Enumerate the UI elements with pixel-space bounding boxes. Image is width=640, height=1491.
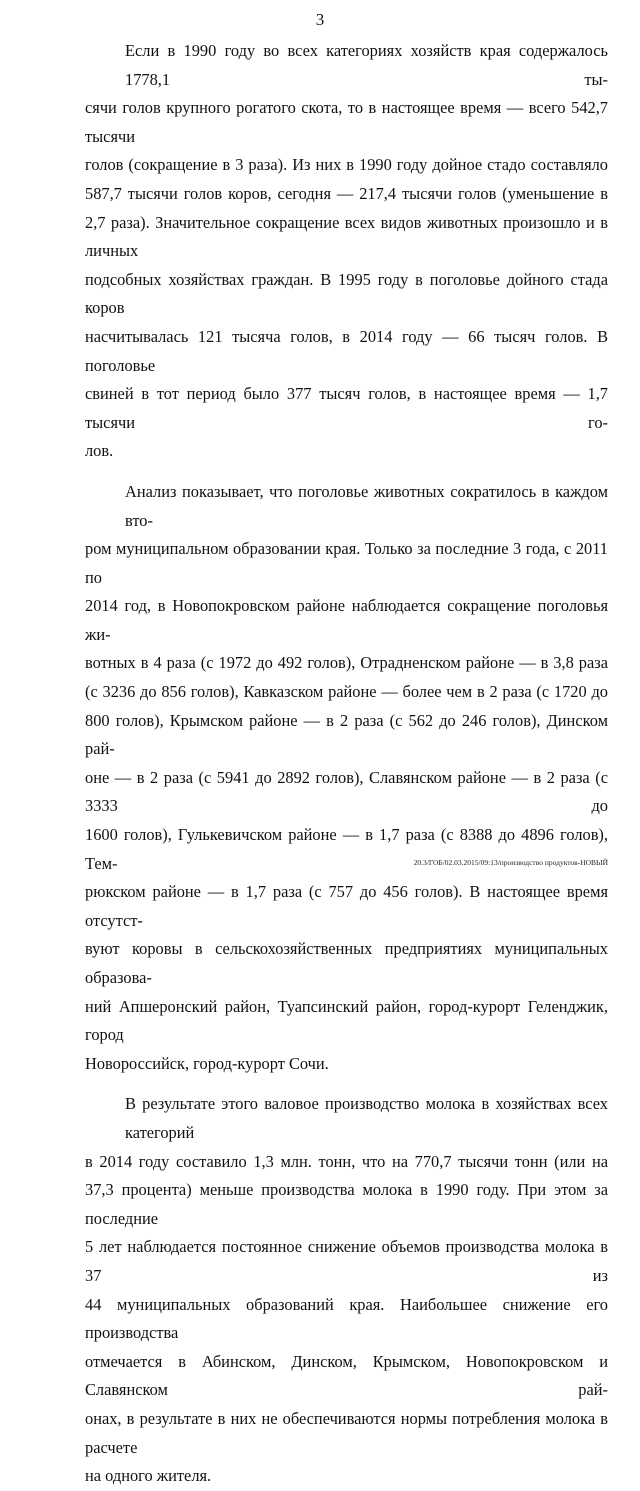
text-line: свиней в тот период было 377 тысяч голов, в настоящее время — 1,7 тысячи го-: [85, 384, 608, 432]
page-number: 3: [315, 10, 325, 29]
text-line: подсобных хозяйствах граждан. В 1995 году в поголовье дойного стада коров: [85, 269, 608, 318]
text-line: оне — в 2 раза (с 5941 до 2892 голов), Славянском районе — в 2 раза (с 3333 до: [85, 767, 608, 816]
text-line: лов.: [85, 441, 114, 461]
paragraph-cattle: [85, 37, 608, 466]
text-line: насчитывалась 121 тысяча голов, в 2014 году — 66 тысяч голов. В поголовье: [85, 326, 608, 375]
text-line: 1600 голов), Гулькевичском районе — в 1,7 раза (с 8388 до 4896 голов), Тем-: [85, 825, 608, 873]
paragraph-gap: [85, 1078, 608, 1090]
text-line: на одного жителя.: [85, 1466, 212, 1486]
text-line: сячи голов крупного рогатого скота, то в настоящее время — всего 542,7 тысячи: [85, 98, 608, 146]
text-line: Новороссийск, город-курорт Сочи.: [85, 1053, 329, 1073]
footer-document-code: 20.3/ГОБ/02.03.2015/09:13/производство продуктов-НОВЫЙ: [413, 858, 608, 867]
text-line: в 2014 году составило 1,3 млн. тонн, что на 770,7 тысячи тонн (или на: [85, 1151, 608, 1171]
text-line: голов (сокращение в 3 раза). Из них в 1990 году дойное стадо составляло: [85, 155, 608, 175]
text-line: ром муниципальном образовании края. Только за последние 3 года, с 2011 по: [85, 539, 608, 587]
text-line: рюкском районе — в 1,7 раза (с 757 до 456 голов). В настоящее время отсутст-: [85, 882, 608, 930]
text-line: отмечается в Абинском, Динском, Крымском, Новопокровском и Славянском рай-: [85, 1351, 608, 1400]
paragraph-analysis: [85, 478, 608, 1078]
text-line: 800 голов), Крымском районе — в 2 раза (с 562 до 246 голов), Динском рай-: [85, 710, 608, 759]
text-line: (с 3236 до 856 голов), Кавказском районе — более чем в 2 раза (с 1720 до: [85, 682, 608, 702]
text-line: 2,7 раза). Значительное сокращение всех видов животных произошло и в личных: [85, 212, 608, 261]
text-line: В результате этого валовое производство молока в хозяйствах всех категорий: [125, 1094, 608, 1142]
text-line: 37,3 процента) меньше производства молока в 1990 году. При этом за последние: [85, 1180, 608, 1228]
text-line: 44 муниципальных образований края. Наибольшее снижение его производства: [85, 1294, 608, 1343]
text-line: онах, в результате в них не обеспечиваются нормы потребления молока в расчете: [85, 1408, 608, 1457]
text-line: Анализ показывает, что поголовье животных сократилось в каждом вто-: [125, 481, 608, 530]
text-line: ний Апшеронский район, Туапсинский район, город-курорт Геленджик, город: [85, 996, 608, 1045]
text-line: Если в 1990 году во всех категориях хозяйств края содержалось 1778,1 ты-: [125, 41, 608, 89]
text-line: вуют коровы в сельскохозяйственных предприятиях муниципальных образова-: [85, 939, 608, 987]
document-body: [85, 37, 608, 1491]
paragraph-gap: [85, 466, 608, 478]
text-line: 2014 год, в Новопокровском районе наблюдается сокращение поголовья жи-: [85, 596, 608, 644]
paragraph-milk-production: [85, 1090, 608, 1490]
text-line: 5 лет наблюдается постоянное снижение объемов производства молока в 37 из: [85, 1237, 608, 1285]
text-line: 587,7 тысячи голов коров, сегодня — 217,4 тысячи голов (уменьшение в: [85, 183, 608, 203]
text-line: вотных в 4 раза (с 1972 до 492 голов), Отрадненском районе — в 3,8 раза: [85, 653, 608, 673]
